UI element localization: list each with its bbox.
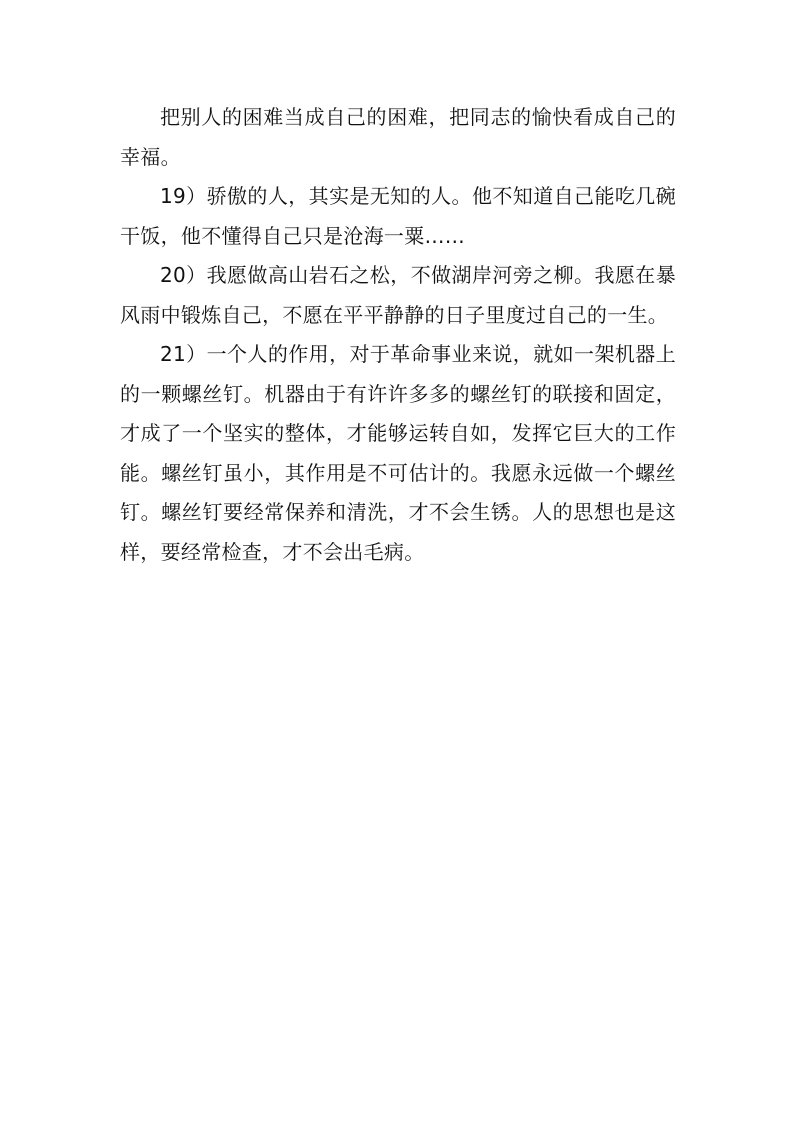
document-body (120, 98, 676, 572)
paragraph-2: 19）骄傲的人，其实是无知的人。他不知道自己能吃几碗干饭，他不懂得自己只是沧海一粟…… (120, 184, 676, 248)
paragraph-4: 21）一个人的作用，对于革命事业来说，就如一架机器上的一颗螺丝钉。机器由于有许许多多的螺丝钉的联接和固定，才成了一个坚实的整体，才能够运转自如，发挥它巨大的工作能。螺丝钉虽小，其作用是不可估计的。我愿永远做一个螺丝钉。螺丝钉要经常保养和清洗，才不会生锈。人的思想也是这样，要经常检查，才不会出毛病。 (120, 342, 676, 564)
paragraph-1: 把别人的困难当成自己的困难，把同志的愉快看成自己的幸福。 (120, 105, 676, 169)
paragraph-3: 20）我愿做高山岩石之松，不做湖岸河旁之柳。我愿在暴风雨中锻炼自己，不愿在平平静静的日子里度过自己的一生。 (120, 263, 676, 327)
